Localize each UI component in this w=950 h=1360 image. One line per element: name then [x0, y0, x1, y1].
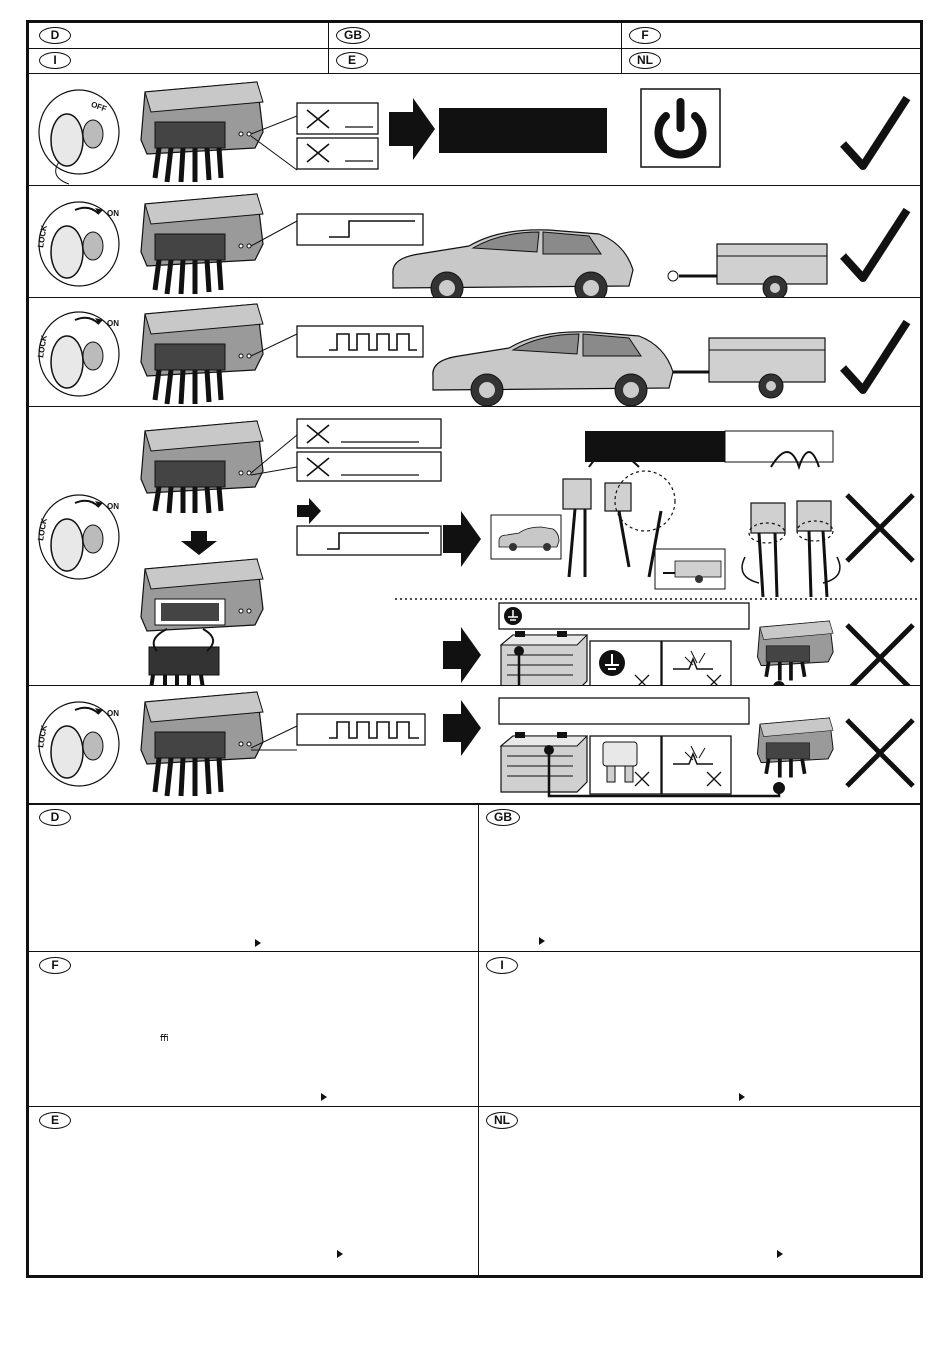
check-icon: [843, 210, 907, 278]
panel-badge-gb: GB: [486, 809, 520, 826]
car-icon: [433, 332, 673, 406]
cross-icon: [847, 720, 913, 786]
row-state-no-signal: [29, 407, 920, 685]
panel-badge-e: E: [39, 1112, 71, 1129]
fuse-label-box: [499, 698, 749, 724]
svg-text:LOCK: LOCK: [36, 517, 49, 542]
svg-text:ON: ON: [107, 709, 119, 718]
control-module-icon: [757, 718, 833, 778]
instruction-sheet: [26, 20, 923, 1278]
wire-connectors-detail-icon: [742, 452, 840, 597]
header-col-divider-1: [328, 23, 329, 73]
cross-icon: [847, 495, 913, 561]
lang-badge-nl: NL: [629, 52, 661, 69]
check-icon: [843, 98, 907, 166]
led-status-box-2: [297, 138, 378, 169]
row5-illustration: [29, 686, 920, 803]
continue-arrow-icon: [739, 1093, 745, 1101]
row3-illustration: [29, 298, 920, 406]
lang-badge-d: D: [39, 27, 71, 44]
cross-icon: [847, 625, 913, 685]
panel-col-divider: [478, 804, 479, 1278]
ignition-on-icon: [36, 202, 119, 286]
ground-icon: [599, 650, 625, 676]
lang-badge-e: E: [336, 52, 368, 69]
black-label-bar: [585, 431, 725, 462]
svg-text:ON: ON: [107, 319, 119, 328]
continue-arrow-icon: [337, 1250, 343, 1258]
svg-text:ON: ON: [107, 209, 119, 218]
svg-text:LOCK: LOCK: [36, 334, 49, 359]
black-label-bar: [439, 108, 607, 153]
ignition-off-icon: [39, 90, 119, 184]
small-arrow-icon: [297, 498, 321, 524]
car-icon: [393, 230, 633, 297]
control-module-icon: [141, 692, 263, 796]
ignition-on-icon: [36, 702, 119, 786]
pulse-signal-box: [297, 326, 423, 357]
continue-arrow-icon: [777, 1250, 783, 1258]
svg-text:LOCK: LOCK: [36, 224, 49, 249]
battery-icon: [501, 732, 587, 792]
flow-arrow-icon: [443, 627, 481, 683]
flow-arrow-icon: [389, 98, 435, 160]
row-divider-5: [29, 803, 920, 805]
panel-badge-d: D: [39, 809, 71, 826]
steady-signal-box: [297, 526, 441, 555]
panel-badge-i: I: [486, 957, 518, 974]
ignition-on-icon: [36, 312, 119, 396]
ground-label-box: [499, 603, 749, 629]
control-module-icon: [141, 421, 263, 513]
lang-badge-gb: GB: [336, 27, 370, 44]
lang-badge-i: I: [39, 52, 71, 69]
ignition-on-icon: [36, 495, 119, 579]
pulse-signal-box: [297, 714, 425, 745]
continue-arrow-icon: [321, 1093, 327, 1101]
row-state-pulse-fault: [29, 686, 920, 803]
svg-text:LOCK: LOCK: [36, 724, 49, 749]
trailer-icon: [673, 338, 825, 398]
flow-arrow-icon: [443, 511, 481, 567]
row4-illustration: [29, 407, 920, 685]
continue-arrow-icon: [255, 939, 261, 947]
header-col-divider-2: [621, 23, 622, 73]
row-state-on-pulse: [29, 298, 920, 406]
control-module-unplugged-icon: [141, 559, 263, 685]
control-module-icon: [141, 194, 263, 294]
ligature-glyph: ﬃ: [160, 1033, 169, 1043]
control-module-icon: [141, 304, 263, 404]
ground-icon: [504, 607, 522, 625]
continue-arrow-icon: [539, 937, 545, 945]
battery-icon: [501, 631, 587, 685]
control-module-icon: [757, 621, 833, 681]
lang-badge-f: F: [629, 27, 661, 44]
trailer-icon: [668, 244, 827, 297]
row2-illustration: [29, 186, 920, 297]
led-status-box-1: [297, 103, 378, 134]
svg-text:ON: ON: [107, 502, 119, 511]
header-divider-1: [29, 48, 920, 49]
control-module-icon: [141, 82, 263, 182]
row1-illustration: [29, 74, 920, 185]
row-state-on-steady: [29, 186, 920, 297]
panel-badge-f: F: [39, 957, 71, 974]
check-icon: [843, 322, 907, 390]
down-arrow-icon: [181, 531, 217, 555]
flow-arrow-icon: [443, 700, 481, 756]
svg-text:OFF: OFF: [89, 99, 108, 114]
panel-badge-nl: NL: [486, 1112, 518, 1129]
row-state-off: [29, 74, 920, 185]
steady-signal-box: [297, 214, 423, 245]
panel-divider-2: [29, 1106, 920, 1107]
panel-divider-1: [29, 951, 920, 952]
